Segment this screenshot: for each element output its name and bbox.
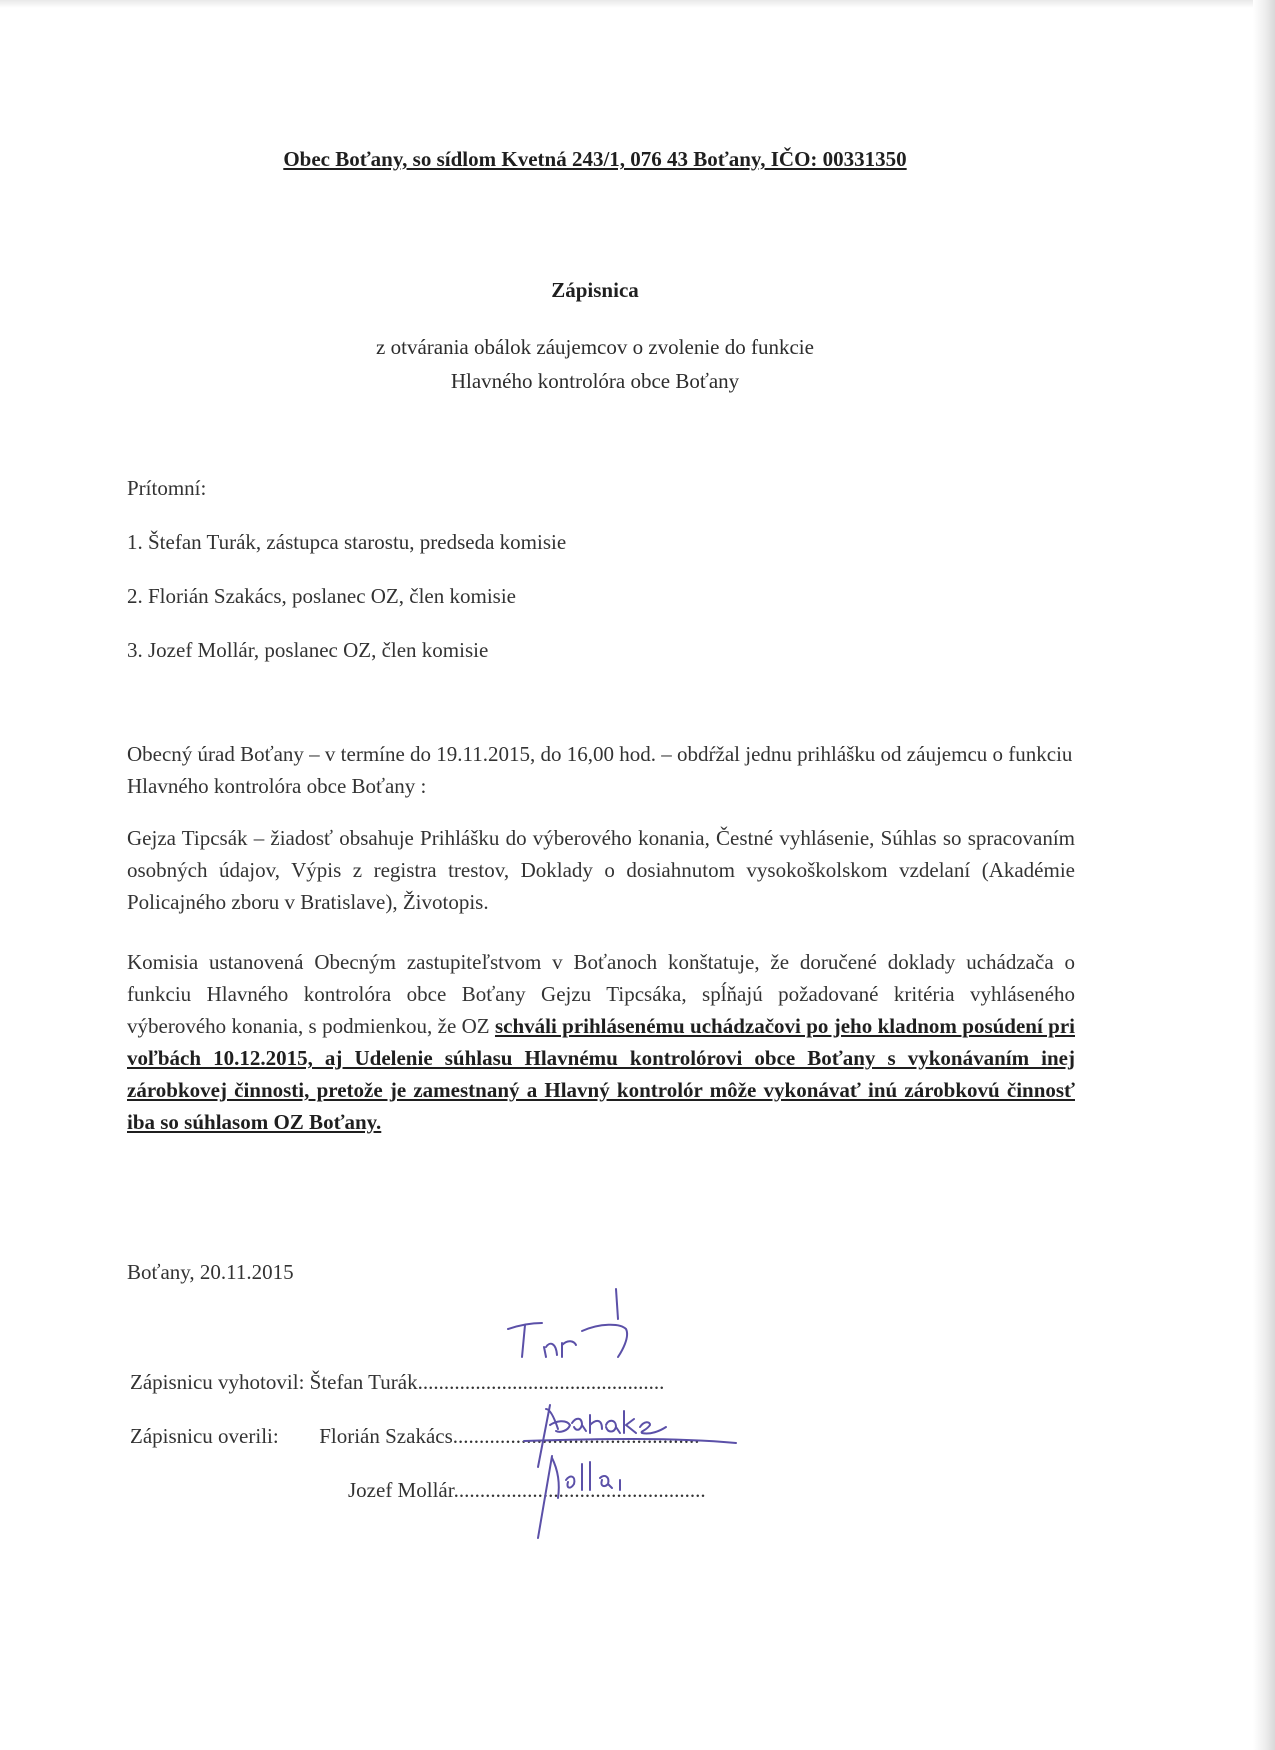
prepared-by-label: Zápisnicu vyhotovil: bbox=[130, 1370, 305, 1394]
scan-edge-right bbox=[1253, 0, 1275, 1750]
signature-dots: ............................................... bbox=[417, 1370, 665, 1394]
present-heading: Prítomní: bbox=[127, 476, 207, 500]
scan-edge-top bbox=[0, 0, 1275, 8]
document-subtitle bbox=[0, 330, 1190, 398]
verified-by-name-2: Jozef Mollár bbox=[348, 1478, 454, 1502]
municipality-header: Obec Boťany, so sídlom Kvetná 243/1, 076 43 Boťany, IČO: 00331350 bbox=[283, 147, 907, 171]
paragraph-commission-statement bbox=[127, 946, 1075, 1138]
paragraph-application-received: Obecný úrad Boťany – v termíne do 19.11.2015, do 16,00 hod. – obdŕžal jednu prihlášku od záujemcu o funkciu Hlavného kontrolóra obce Boťany : bbox=[127, 742, 1073, 798]
document-title: Zápisnica bbox=[551, 278, 639, 302]
commission-condition-text: schváli prihlásenému uchádzačovi po jeho kladnom posúdení pri voľbách 10.12.2015, aj Udelenie súhlasu Hlavnému kontrolórovi obce Boťany s vykonávaním inej zárobkovej činnosti, pretože je zamestnaný a Hlavný kontrolór môže vykonávať inú zárobkovú činnosť iba so súhlasom OZ Boťany. bbox=[127, 1014, 1075, 1134]
signature-dots: ................................................ bbox=[453, 1478, 706, 1502]
paragraph-applicant-documents: Gejza Tipcsák – žiadosť obsahuje Prihlášku do výberového konania, Čestné vyhlásenie, Súhlas so spracovaním osobných údajov, Výpis z registra trestov, Doklady o dosiahnutom vysokoškolskom vzdelaní (Akadémie Policajného zboru v Bratislave), Životopis. bbox=[127, 826, 1075, 914]
present-member: 3. Jozef Mollár, poslanec OZ, člen komisie bbox=[127, 638, 489, 662]
present-member: 1. Štefan Turák, zástupca starostu, predseda komisie bbox=[127, 530, 567, 554]
subtitle-line-2: Hlavného kontrolóra obce Boťany bbox=[450, 369, 740, 393]
commission-statement-text: Komisia ustanovená Obecným zastupiteľstvom v Boťanoch konštatuje, že doručené doklady uchádzača o funkciu Hlavného kontrolóra obce Boťany Gejzu Tipcsáka, spĺňajú požadované kritéria vyhláseného výberového konania, s podmienkou, že OZ bbox=[127, 950, 1075, 1038]
prepared-by-name: Štefan Turák bbox=[309, 1370, 418, 1394]
date-and-place: Boťany, 20.11.2015 bbox=[127, 1260, 294, 1284]
subtitle-line-1: z otvárania obálok záujemcov o zvolenie do funkcie bbox=[376, 335, 814, 359]
verified-by-name-1: Florián Szakács bbox=[319, 1424, 453, 1448]
signature-mollar bbox=[530, 1450, 680, 1540]
signature-dots: ............................................... bbox=[452, 1424, 700, 1448]
signature-turak bbox=[500, 1285, 650, 1395]
verified-by-label: Zápisnicu overili: bbox=[130, 1424, 279, 1448]
present-member: 2. Florián Szakács, poslanec OZ, člen komisie bbox=[127, 584, 516, 608]
